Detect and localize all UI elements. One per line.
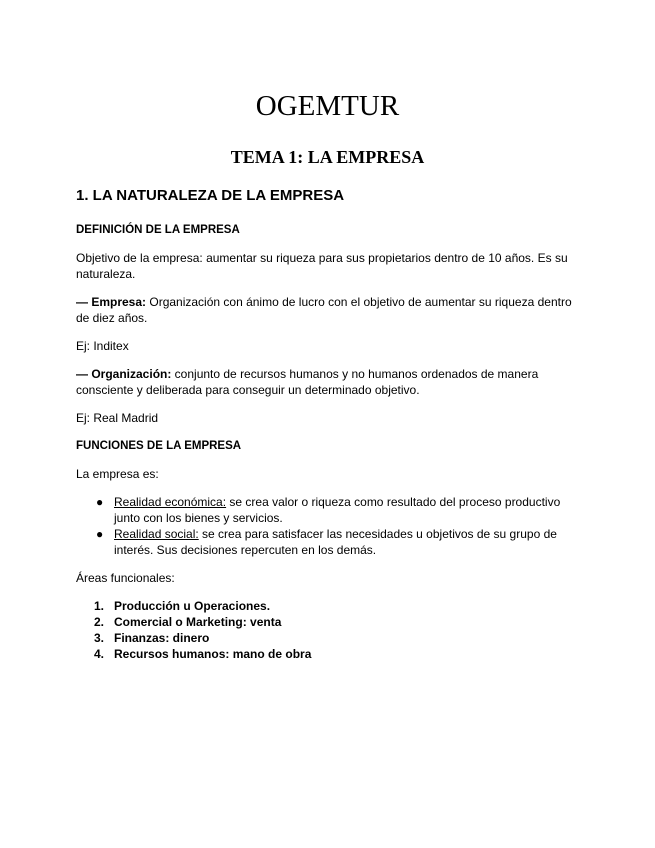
list-item: [94, 630, 576, 646]
document-subtitle: TEMA 1: LA EMPRESA: [230, 147, 425, 167]
list-item: [96, 494, 576, 526]
list-number: 1.: [94, 599, 105, 613]
funciones-bullet-list: [76, 494, 576, 558]
bullet-marker: ●: [96, 527, 104, 541]
list-number: 3.: [94, 631, 105, 645]
areas-intro: Áreas funcionales:: [76, 571, 175, 585]
list-item-text: Recursos humanos: mano de obra: [114, 647, 312, 661]
bullet-text: se crea para satisfacer las necesidades u objetivos de su grupo de interés. Sus decisiones repercuten en los demás.: [114, 527, 557, 557]
example-real-madrid: Ej: Real Madrid: [76, 411, 159, 425]
definicion-heading: DEFINICIÓN DE LA EMPRESA: [76, 224, 240, 236]
bullet-term: Realidad social:: [114, 527, 199, 541]
list-number: 4.: [94, 647, 105, 661]
bullet-text: se crea valor o riqueza como resultado del proceso productivo junto con los bienes y servicios.: [114, 495, 561, 525]
list-item: [94, 614, 576, 630]
organizacion-term: — Organización:: [76, 367, 172, 381]
bullet-marker: ●: [96, 495, 104, 509]
bullet-term: Realidad económica:: [114, 495, 227, 509]
list-item: [94, 598, 576, 614]
objetivo-paragraph: Objetivo de la empresa: aumentar su riqueza para sus propietarios dentro de 10 años. Es su naturaleza.: [76, 251, 568, 281]
list-item: [94, 646, 576, 662]
funciones-intro: La empresa es:: [76, 467, 159, 481]
example-inditex: Ej: Inditex: [76, 339, 129, 353]
organizacion-def-text: conjunto de recursos humanos y no humanos ordenados de manera consciente y deliberada para conseguir un determinado objetivo.: [76, 367, 539, 397]
document-body: [76, 186, 576, 662]
empresa-def-text: Organización con ánimo de lucro con el objetivo de aumentar su riqueza dentro de diez años.: [76, 295, 572, 325]
empresa-definition: [76, 294, 576, 326]
areas-numbered-list: [76, 598, 576, 662]
document-title: OGEMTUR: [255, 90, 400, 122]
list-item-text: Finanzas: dinero: [114, 631, 210, 645]
list-number: 2.: [94, 615, 105, 629]
section-heading: 1. LA NATURALEZA DE LA EMPRESA: [76, 187, 345, 204]
funciones-heading: FUNCIONES DE LA EMPRESA: [76, 440, 242, 452]
organizacion-definition: [76, 366, 576, 398]
list-item-text: Comercial o Marketing: venta: [114, 615, 282, 629]
empresa-term: — Empresa:: [76, 295, 147, 309]
list-item: [96, 526, 576, 558]
list-item-text: Producción u Operaciones.: [114, 599, 271, 613]
